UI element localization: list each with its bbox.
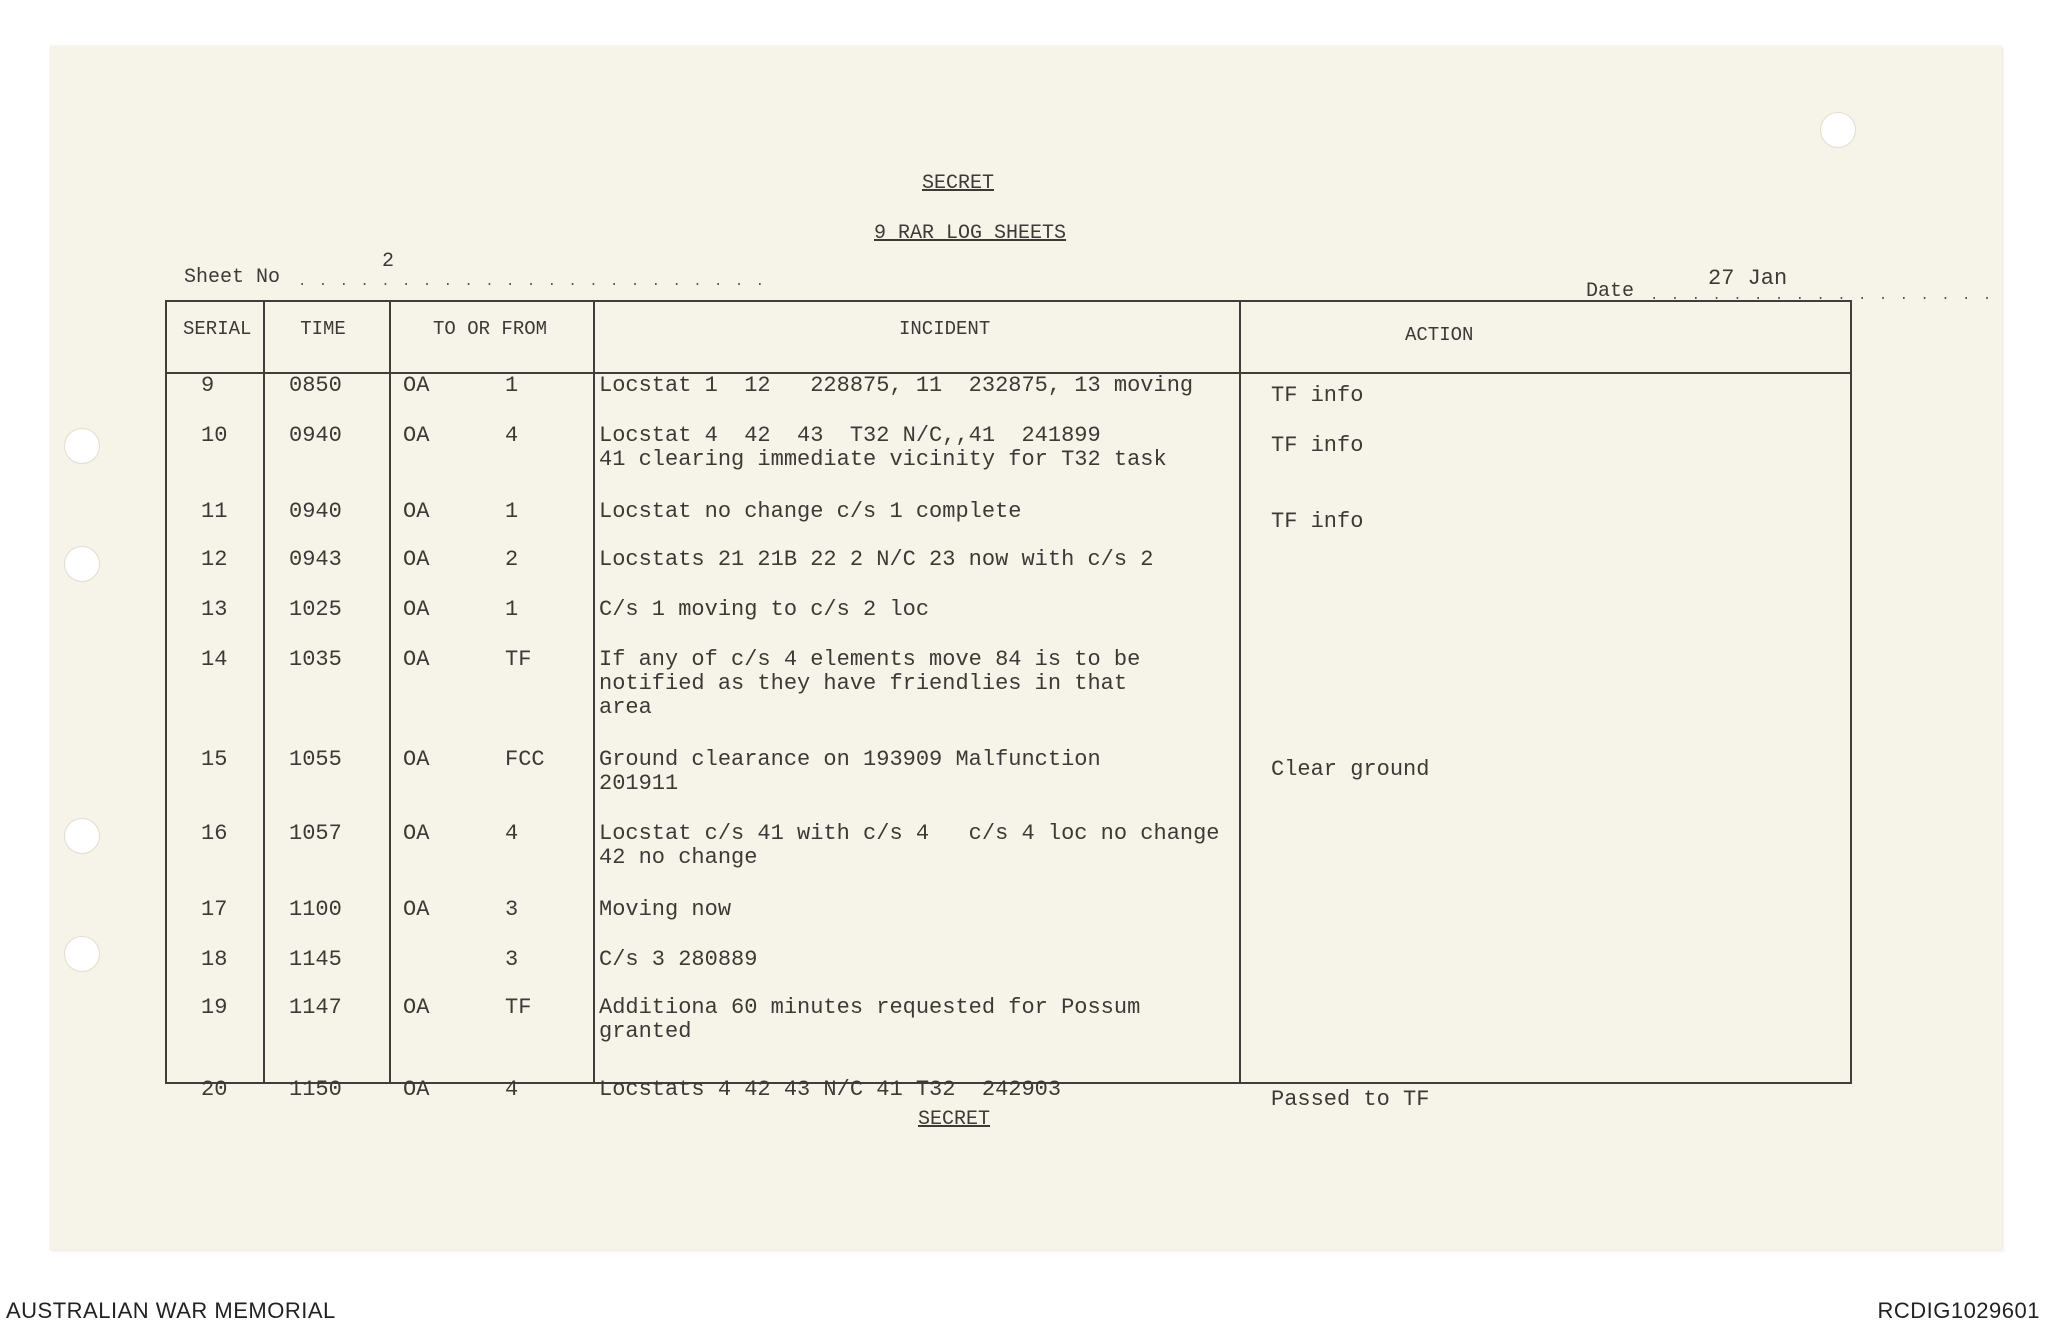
row-time: 1100 [289, 897, 342, 922]
row-incident: Locstat c/s 41 with c/s 4 c/s 4 loc no change 42 no change [599, 821, 1220, 870]
row-from: 4 [505, 423, 519, 448]
row-incident: Locstat 4 42 43 T32 N/C,,41 241899 41 clearing immediate vicinity for T32 task [599, 423, 1167, 472]
row-from: 2 [505, 547, 519, 572]
row-serial: 10 [201, 423, 228, 448]
punch-hole [64, 546, 100, 582]
row-to: OA [403, 373, 430, 398]
row-time: 0940 [289, 423, 342, 448]
row-incident: Moving now [599, 897, 732, 922]
header-incident: INCIDENT [899, 318, 991, 340]
header-to-or-from: TO OR FROM [433, 318, 548, 340]
punch-hole [64, 428, 100, 464]
row-from: 3 [505, 947, 519, 972]
row-time: 1057 [289, 821, 342, 846]
row-time: 1147 [289, 995, 342, 1020]
row-to: OA [403, 423, 430, 448]
header-action: ACTION [1405, 324, 1474, 346]
header-time: TIME [300, 318, 346, 340]
row-action: TF info [1271, 433, 1364, 458]
row-to: OA [403, 499, 430, 524]
row-action: Clear ground [1271, 757, 1430, 782]
classification-top: SECRET [922, 172, 995, 195]
date-label: Date [1586, 280, 1635, 303]
row-serial: 14 [201, 647, 228, 672]
row-from: 1 [505, 499, 519, 524]
row-serial: 11 [201, 499, 228, 524]
row-action: TF info [1271, 383, 1364, 408]
row-from: FCC [505, 747, 545, 772]
row-from: 4 [505, 1077, 519, 1102]
footer-record-id: RCDIG1029601 [1877, 1298, 2040, 1323]
date-dots: . . . . . . . . . . . . . . . . . [1650, 288, 1994, 304]
row-incident: Ground clearance on 193909 Malfunction 201911 [599, 747, 1101, 796]
footer-archive-name: AUSTRALIAN WAR MEMORIAL [6, 1298, 336, 1323]
row-serial: 9 [201, 373, 215, 398]
page-title: 9 RAR LOG SHEETS [874, 222, 1067, 245]
row-incident: C/s 3 280889 [599, 947, 758, 972]
row-time: 1035 [289, 647, 342, 672]
row-incident: Additiona 60 minutes requested for Possum granted [599, 995, 1141, 1044]
row-from: 4 [505, 821, 519, 846]
row-to: OA [403, 547, 430, 572]
row-time: 1025 [289, 597, 342, 622]
row-time: 1145 [289, 947, 342, 972]
row-time: 0850 [289, 373, 342, 398]
row-serial: 18 [201, 947, 228, 972]
row-serial: 17 [201, 897, 228, 922]
punch-hole [64, 936, 100, 972]
row-action: TF info [1271, 509, 1364, 534]
row-serial: 16 [201, 821, 228, 846]
row-from: TF [505, 647, 532, 672]
row-incident: Locstats 21 21B 22 2 N/C 23 now with c/s 2 [599, 547, 1154, 572]
row-time: 1150 [289, 1077, 342, 1102]
row-incident: Locstat no change c/s 1 complete [599, 499, 1022, 524]
row-to: OA [403, 597, 430, 622]
row-to: OA [403, 647, 430, 672]
row-from: 1 [505, 597, 519, 622]
date-value: 27 Jan [1708, 266, 1788, 291]
row-serial: 19 [201, 995, 228, 1020]
row-serial: 15 [201, 747, 228, 772]
header-serial: SERIAL [183, 318, 252, 340]
classification-bottom: SECRET [918, 1108, 991, 1131]
sheet-label: Sheet No [184, 266, 281, 289]
row-incident: If any of c/s 4 elements move 84 is to be notified as they have friendlies in that area [599, 647, 1141, 720]
sheet-number: 2 [382, 250, 395, 273]
row-serial: 12 [201, 547, 228, 572]
row-from: 1 [505, 373, 519, 398]
row-to: OA [403, 995, 430, 1020]
row-incident: Locstat 1 12 228875, 11 232875, 13 moving [599, 373, 1194, 398]
row-to: OA [403, 897, 430, 922]
row-action: Passed to TF [1271, 1087, 1430, 1112]
row-from: 3 [505, 897, 519, 922]
sheet-dots: . . . . . . . . . . . . . . . . . . . . . . . [298, 274, 767, 290]
row-to: OA [403, 747, 430, 772]
row-to: OA [403, 1077, 430, 1102]
row-incident: Locstats 4 42 43 N/C 41 T32 242903 [599, 1077, 1062, 1102]
row-incident: C/s 1 moving to c/s 2 loc [599, 597, 930, 622]
punch-hole [64, 818, 100, 854]
row-time: 0940 [289, 499, 342, 524]
punch-hole [1820, 112, 1856, 148]
row-time: 0943 [289, 547, 342, 572]
log-table [165, 300, 1852, 1112]
row-serial: 13 [201, 597, 228, 622]
row-to: OA [403, 821, 430, 846]
row-from: TF [505, 995, 532, 1020]
row-time: 1055 [289, 747, 342, 772]
row-serial: 20 [201, 1077, 228, 1102]
